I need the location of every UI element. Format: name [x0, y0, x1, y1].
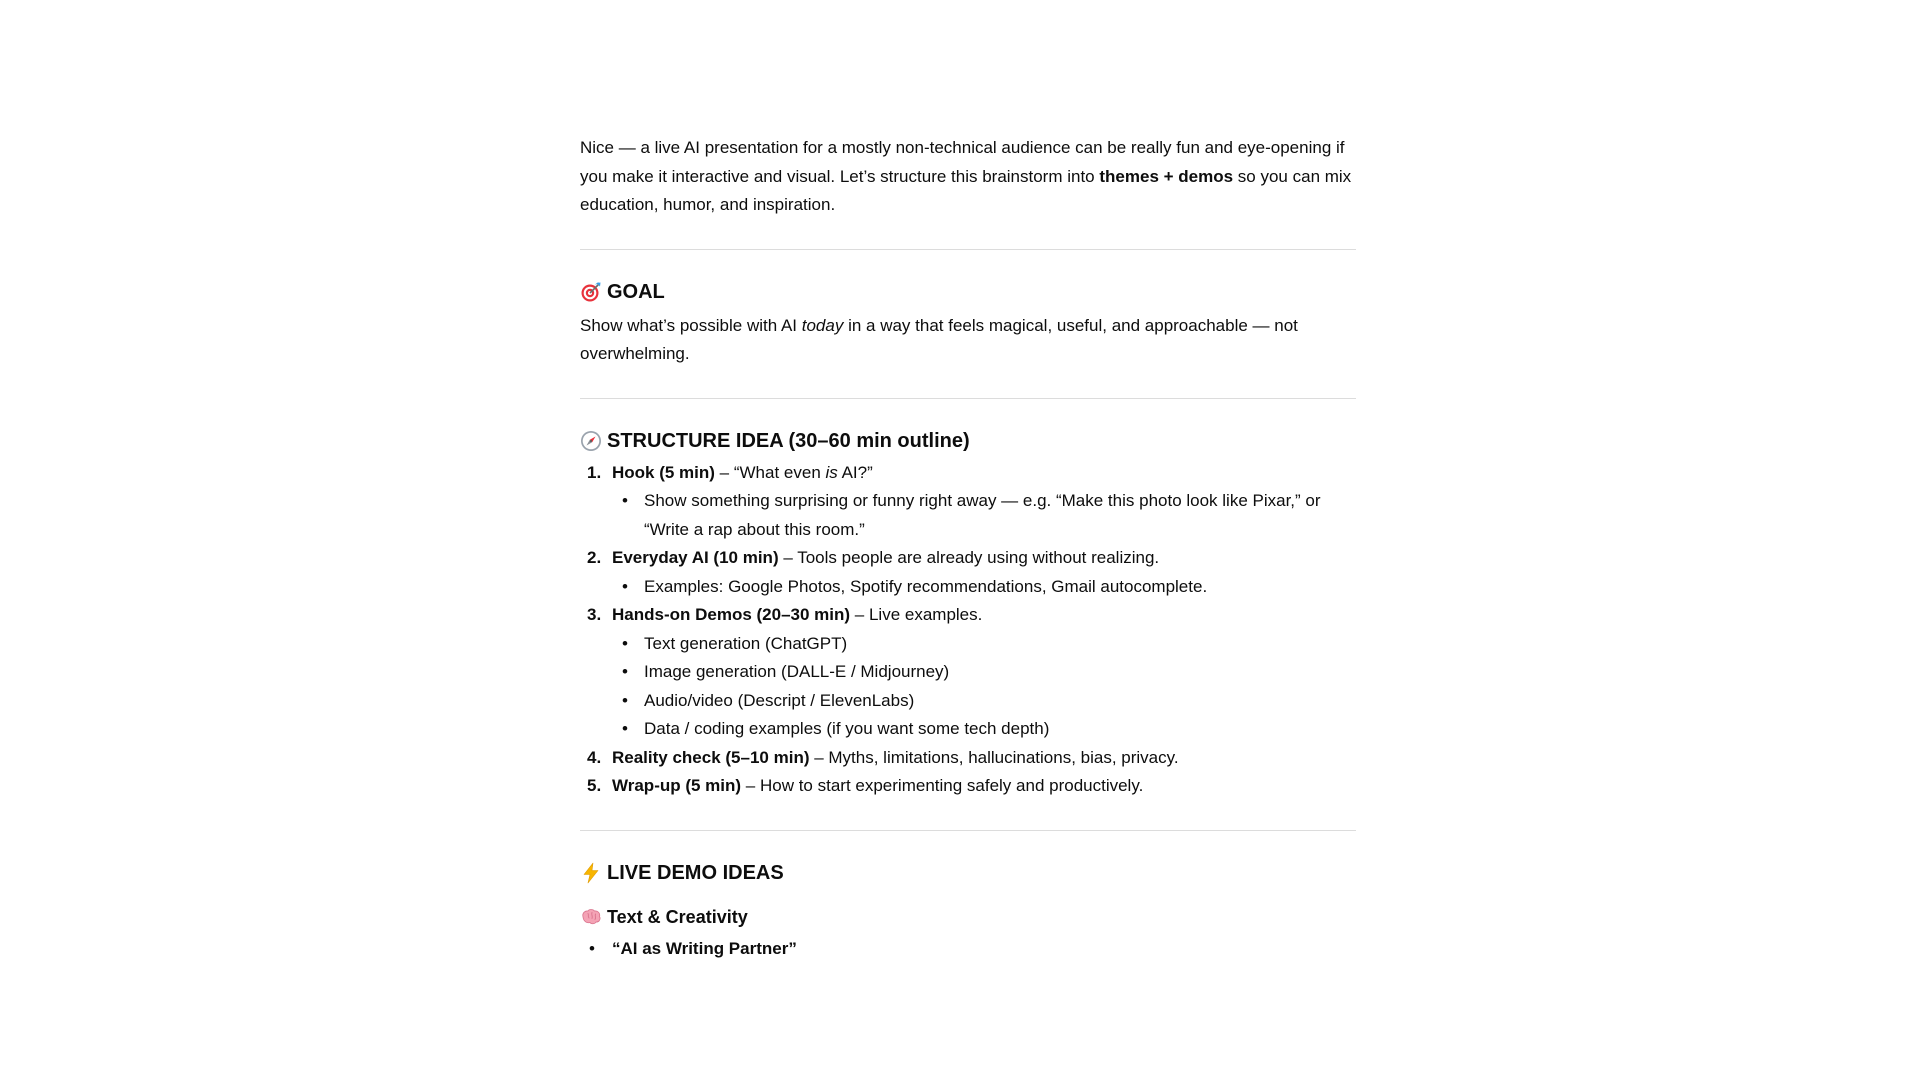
structure-heading-text: STRUCTURE IDEA (30–60 min outline) — [607, 429, 970, 452]
chat-response — [580, 134, 1356, 963]
goal-heading — [580, 278, 1356, 306]
item-number: 5. — [587, 776, 602, 795]
item-desc: – “What even — [714, 462, 826, 482]
item-desc: – Myths, limitations, hallucinations, bias, privacy. — [809, 747, 1179, 767]
list-item — [580, 601, 1356, 744]
sub-list — [612, 573, 1356, 602]
structure-heading — [580, 427, 1356, 455]
sub-list-item: • Text generation (ChatGPT) — [612, 630, 1356, 659]
item-number: 2. — [587, 548, 602, 567]
sub-list-item: • Audio/video (Descript / ElevenLabs) — [612, 687, 1356, 716]
divider — [580, 830, 1356, 831]
list-item — [580, 772, 1356, 801]
list-item — [580, 744, 1356, 773]
demo-heading — [580, 859, 1356, 887]
goal-text — [580, 312, 1356, 369]
compass-icon — [580, 430, 602, 452]
divider — [580, 249, 1356, 250]
text-creativity-heading — [580, 903, 1356, 931]
sub-list-item: • Show something surprising or funny right away — e.g. “Make this photo look like Pixar,” or “Write a rap about this room.” — [612, 487, 1356, 544]
list-item — [580, 544, 1356, 601]
brain-icon — [580, 906, 602, 928]
intro-text-end: so you can mix education, humor, and inspiration. — [580, 166, 1352, 214]
sub-list — [612, 487, 1356, 544]
sub-list — [612, 630, 1356, 744]
sub-list-item: • Image generation (DALL-E / Midjourney) — [612, 658, 1356, 687]
text-creativity-heading-text: Text & Creativity — [607, 906, 748, 927]
item-desc: – Tools people are already using without realizing. — [778, 548, 1160, 567]
goal-text-after: in a way that feels magical, useful, and approachable — not overwhelming. — [580, 315, 1298, 363]
item-desc-end: AI?” — [837, 462, 873, 482]
divider — [580, 398, 1356, 399]
intro-paragraph — [580, 134, 1356, 220]
demo-heading-text: LIVE DEMO IDEAS — [607, 861, 784, 884]
list-item — [580, 459, 1356, 545]
item-desc: – How to start experimenting safely and productively. — [741, 776, 1144, 795]
sub-list-item: • Data / coding examples (if you want some tech depth) — [612, 715, 1356, 744]
goal-text-before: Show what’s possible with AI — [580, 315, 802, 335]
goal-heading-text: GOAL — [607, 280, 665, 303]
intro-text: Nice — a live AI presentation for a mostly non-technical audience can be really fun and eye-opening if you make it interactive and visual. Let’s structure this brainstorm into — [580, 138, 1345, 186]
lightning-icon — [580, 862, 602, 884]
item-number: 4. — [587, 747, 602, 767]
structure-list — [580, 459, 1356, 801]
demo-list — [580, 935, 1356, 964]
item-title: Hands-on Demos (20–30 min) — [612, 605, 851, 624]
item-number: 3. — [587, 605, 602, 624]
target-icon — [580, 281, 602, 303]
demo-item-title: “AI as Writing Partner” — [612, 938, 797, 958]
item-title: Everyday AI (10 min) — [612, 548, 779, 567]
item-desc-italic: is — [825, 462, 838, 482]
goal-text-italic: today — [801, 315, 844, 335]
item-number: 1. — [587, 462, 602, 482]
item-title: Hook (5 min) — [612, 462, 715, 482]
intro-bold-text: themes + demos — [1099, 166, 1234, 186]
list-item — [580, 935, 1356, 964]
item-title: Wrap-up (5 min) — [612, 776, 742, 795]
item-desc: – Live examples. — [850, 605, 983, 624]
sub-list-item: • Examples: Google Photos, Spotify recommendations, Gmail autocomplete. — [612, 573, 1356, 602]
item-title: Reality check (5–10 min) — [612, 747, 810, 767]
